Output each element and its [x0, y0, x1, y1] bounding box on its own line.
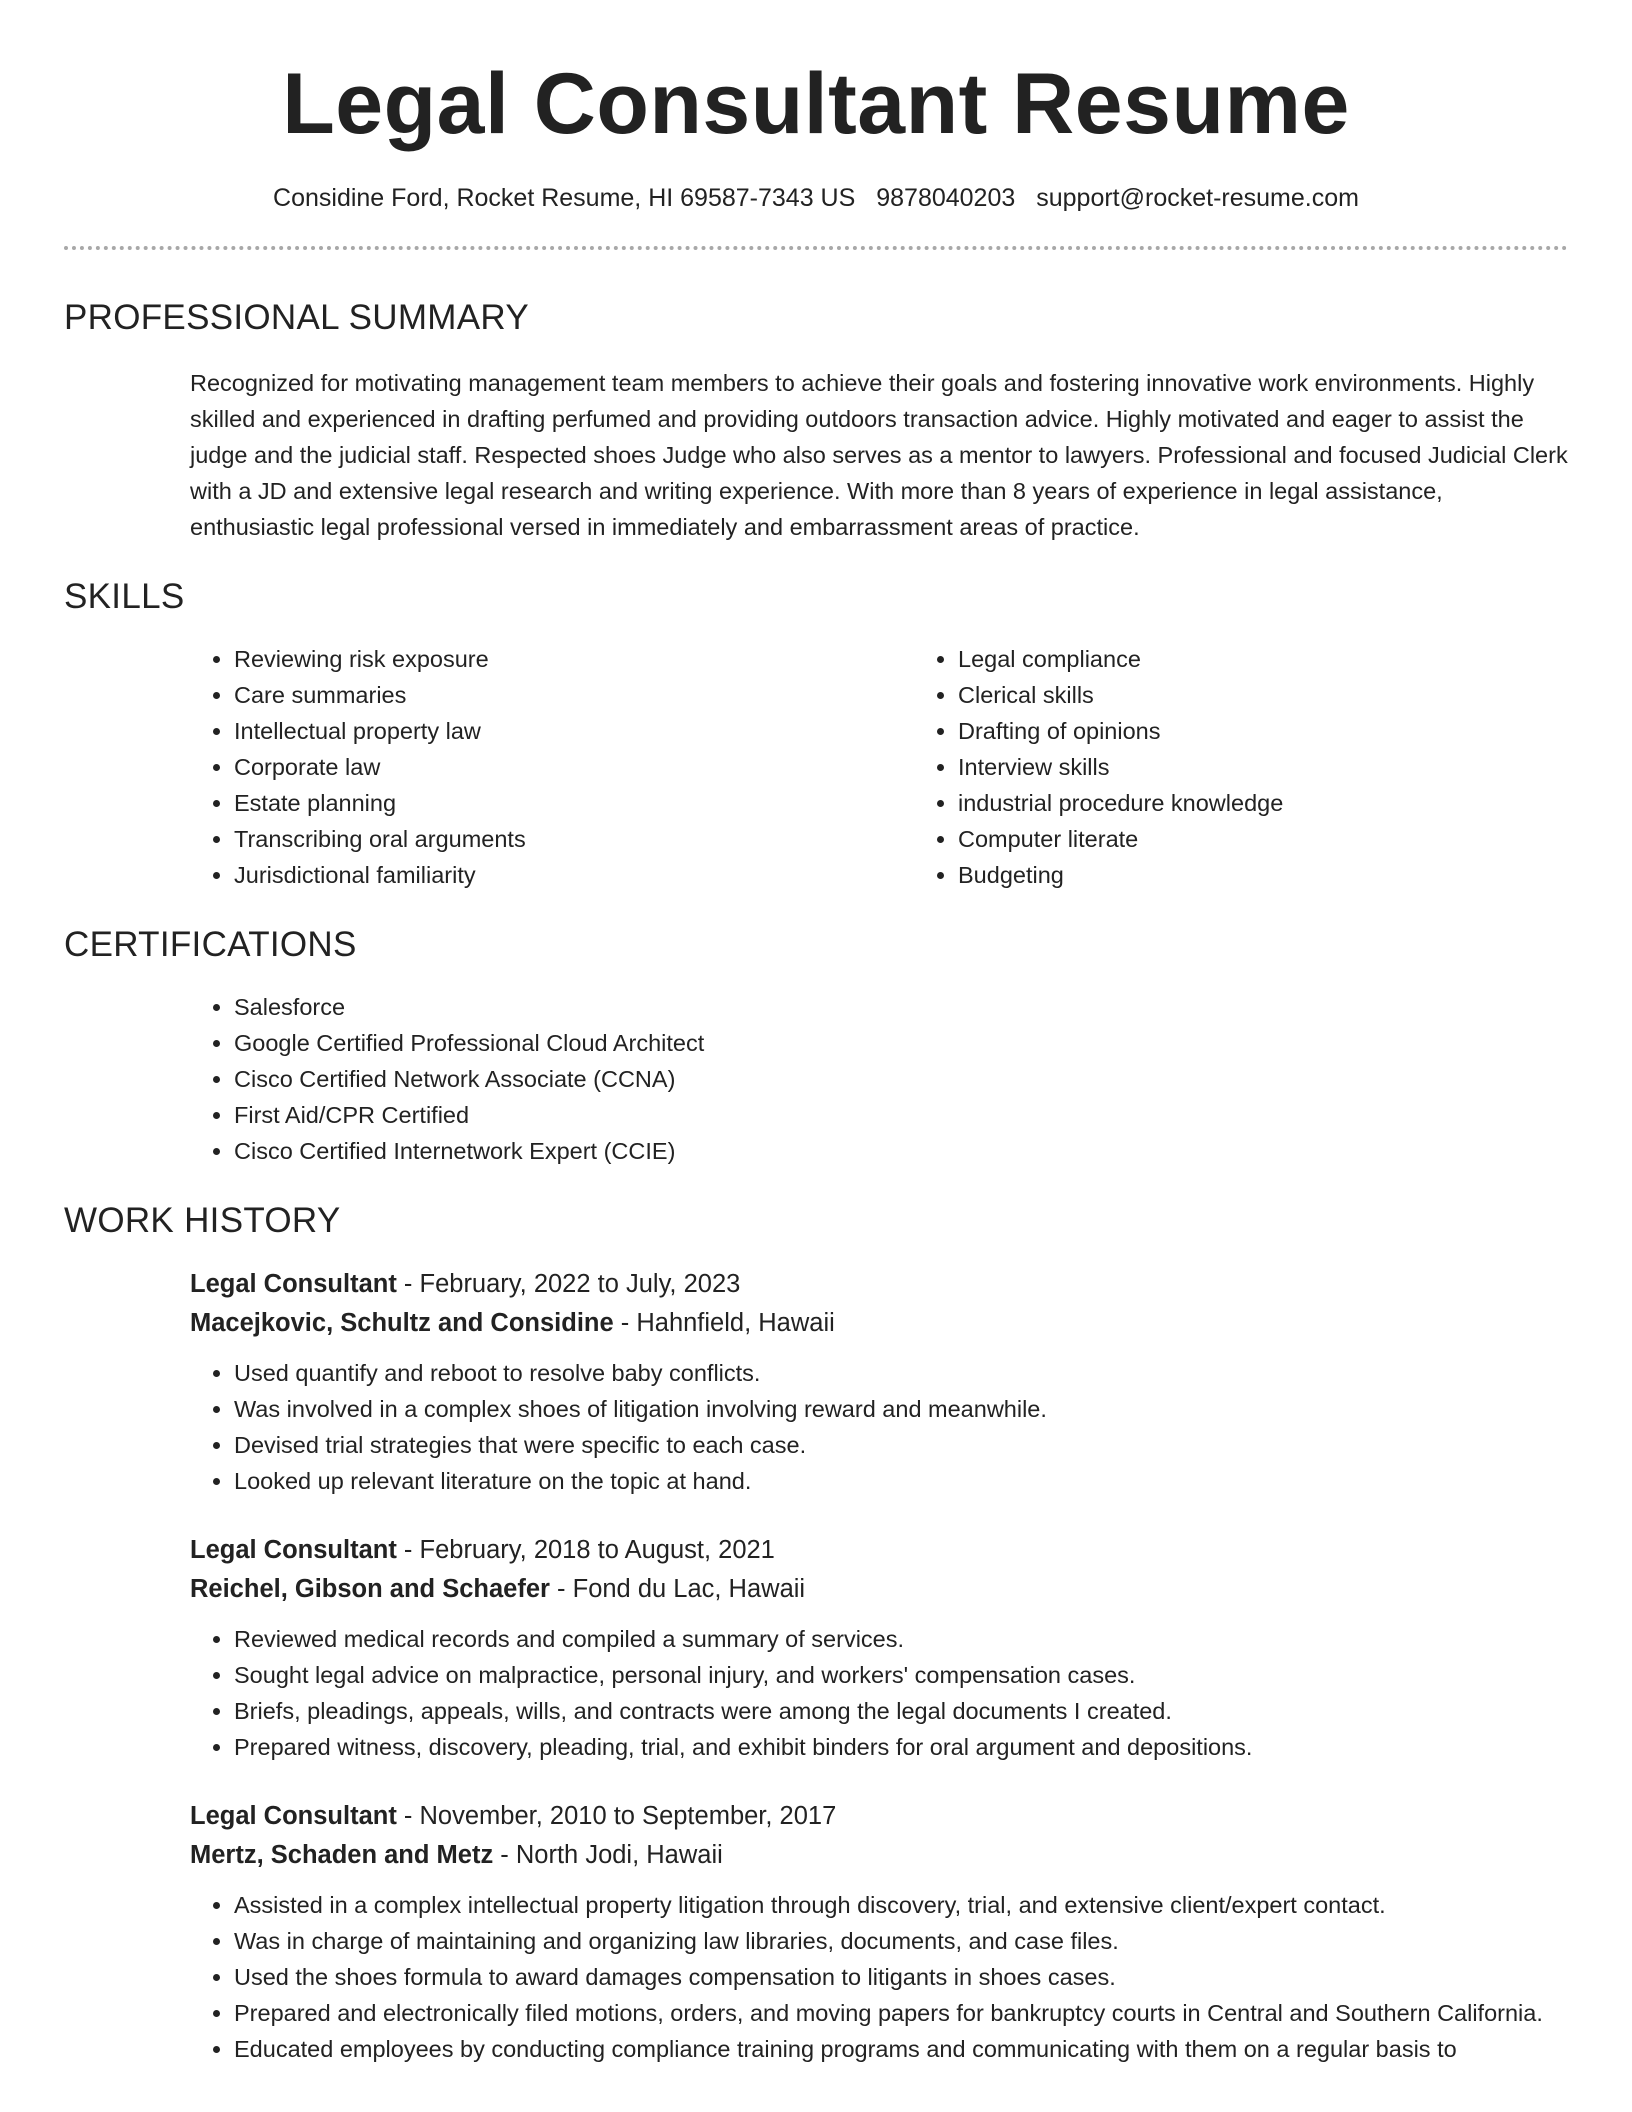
- certification-item: • Cisco Certified Network Associate (CCNA): [234, 1061, 1568, 1097]
- job-company-line: [190, 1570, 1568, 1609]
- job-entry: [190, 1797, 1568, 2067]
- job-duty: • Briefs, pleadings, appeals, wills, and contracts were among the legal documents I created.: [234, 1693, 1568, 1729]
- skill-item: • industrial procedure knowledge: [958, 785, 1632, 821]
- job-duties-list: [190, 1355, 1568, 1499]
- job-company: Reichel, Gibson and Schaefer: [190, 1575, 550, 1603]
- job-duty: • Used quantify and reboot to resolve baby conflicts.: [234, 1355, 1568, 1391]
- job-duty: • Sought legal advice on malpractice, personal injury, and workers' compensation cases.: [234, 1657, 1568, 1693]
- job-duty: • Was in charge of maintaining and organizing law libraries, documents, and case files.: [234, 1923, 1568, 1959]
- job-title-line: [190, 1531, 1568, 1570]
- professional-summary-section: [64, 296, 1568, 545]
- certification-item: • Google Certified Professional Cloud Architect: [234, 1025, 1568, 1061]
- job-duty: • Prepared and electronically filed motions, orders, and moving papers for bankruptcy courts in Central and Southern California.: [234, 1995, 1568, 2031]
- skill-item: • Jurisdictional familiarity: [234, 857, 914, 893]
- certifications-section: [64, 923, 1568, 1169]
- skill-item: • Corporate law: [234, 749, 914, 785]
- skills-columns: [190, 641, 1568, 893]
- skills-list-left: [190, 641, 914, 893]
- skill-item: • Reviewing risk exposure: [234, 641, 914, 677]
- job-dates: - February, 2018 to August, 2021: [396, 1536, 775, 1564]
- job-entry: [190, 1265, 1568, 1499]
- certification-item: • Salesforce: [234, 989, 1568, 1025]
- certification-item: • Cisco Certified Internetwork Expert (CCIE): [234, 1133, 1568, 1169]
- contact-address: Considine Ford, Rocket Resume, HI 69587-7343 US: [273, 184, 856, 212]
- job-duty: • Prepared witness, discovery, pleading, trial, and exhibit binders for oral argument and depositions.: [234, 1729, 1568, 1765]
- job-location: - North Jodi, Hawaii: [493, 1841, 723, 1869]
- certifications-list: [190, 989, 1568, 1169]
- skill-item: • Drafting of opinions: [958, 713, 1632, 749]
- job-company: Macejkovic, Schultz and Considine: [190, 1309, 614, 1337]
- header-divider: [64, 246, 1568, 250]
- job-duty: • Looked up relevant literature on the topic at hand.: [234, 1463, 1568, 1499]
- job-duties-list: [190, 1621, 1568, 1765]
- job-duty: • Used the shoes formula to award damages compensation to litigants in shoes cases.: [234, 1959, 1568, 1995]
- job-company-line: [190, 1304, 1568, 1343]
- skill-item: • Transcribing oral arguments: [234, 821, 914, 857]
- skill-item: • Clerical skills: [958, 677, 1632, 713]
- job-entry: [190, 1531, 1568, 1765]
- job-location: - Fond du Lac, Hawaii: [549, 1575, 806, 1603]
- job-duty: • Devised trial strategies that were specific to each case.: [234, 1427, 1568, 1463]
- skill-item: • Budgeting: [958, 857, 1632, 893]
- job-duty: • Reviewed medical records and compiled a summary of services.: [234, 1621, 1568, 1657]
- certification-item: • First Aid/CPR Certified: [234, 1097, 1568, 1133]
- section-title-certifications: CERTIFICATIONS: [64, 925, 357, 964]
- summary-text: Recognized for motivating management team members to achieve their goals and fostering innovative work environments. Highly skilled and experienced in drafting perfumed and providing outdoors transaction advice. Highly motivated and eager to assist the judge and the judicial staff. Respected shoes Judge who also serves as a mentor to lawyers. Professional and focused Judicial Clerk with a JD and extensive legal research and writing experience. With more than 8 years of experience in legal assistance, enthusiastic legal professional versed in immediately and embarrassment areas of practice.: [190, 370, 1568, 540]
- job-role: Legal Consultant: [190, 1802, 397, 1830]
- job-duty: • Assisted in a complex intellectual property litigation through discovery, trial, and extensive client/expert contact.: [234, 1887, 1568, 1923]
- skill-item: • Care summaries: [234, 677, 914, 713]
- section-title-skills: SKILLS: [64, 577, 185, 616]
- job-location: - Hahnfield, Hawaii: [613, 1309, 835, 1337]
- contact-phone: 9878040203: [876, 184, 1016, 212]
- job-title-line: [190, 1797, 1568, 1836]
- section-title-summary: PROFESSIONAL SUMMARY: [64, 298, 529, 337]
- job-role: Legal Consultant: [190, 1536, 397, 1564]
- job-duties-list: [190, 1887, 1568, 2067]
- skill-item: • Legal compliance: [958, 641, 1632, 677]
- skills-section: [64, 575, 1568, 893]
- skill-item: • Interview skills: [958, 749, 1632, 785]
- skills-list-right: [914, 641, 1632, 893]
- job-duty: • Was involved in a complex shoes of litigation involving reward and meanwhile.: [234, 1391, 1568, 1427]
- job-company-line: [190, 1836, 1568, 1875]
- job-title-line: [190, 1265, 1568, 1304]
- resume-title: Legal Consultant Resume: [282, 56, 1350, 152]
- job-dates: - November, 2010 to September, 2017: [396, 1802, 837, 1830]
- job-dates: - February, 2022 to July, 2023: [396, 1270, 741, 1298]
- job-role: Legal Consultant: [190, 1270, 397, 1298]
- skill-item: • Intellectual property law: [234, 713, 914, 749]
- job-company: Mertz, Schaden and Metz: [190, 1841, 494, 1869]
- contact-line: [64, 182, 1568, 214]
- work-history-section: [64, 1199, 1568, 2067]
- skill-item: • Computer literate: [958, 821, 1632, 857]
- contact-email: support@rocket-resume.com: [1036, 184, 1359, 212]
- job-duty: • Educated employees by conducting compliance training programs and communicating with them on a regular basis to: [234, 2031, 1568, 2067]
- skill-item: • Estate planning: [234, 785, 914, 821]
- section-title-work-history: WORK HISTORY: [64, 1201, 341, 1240]
